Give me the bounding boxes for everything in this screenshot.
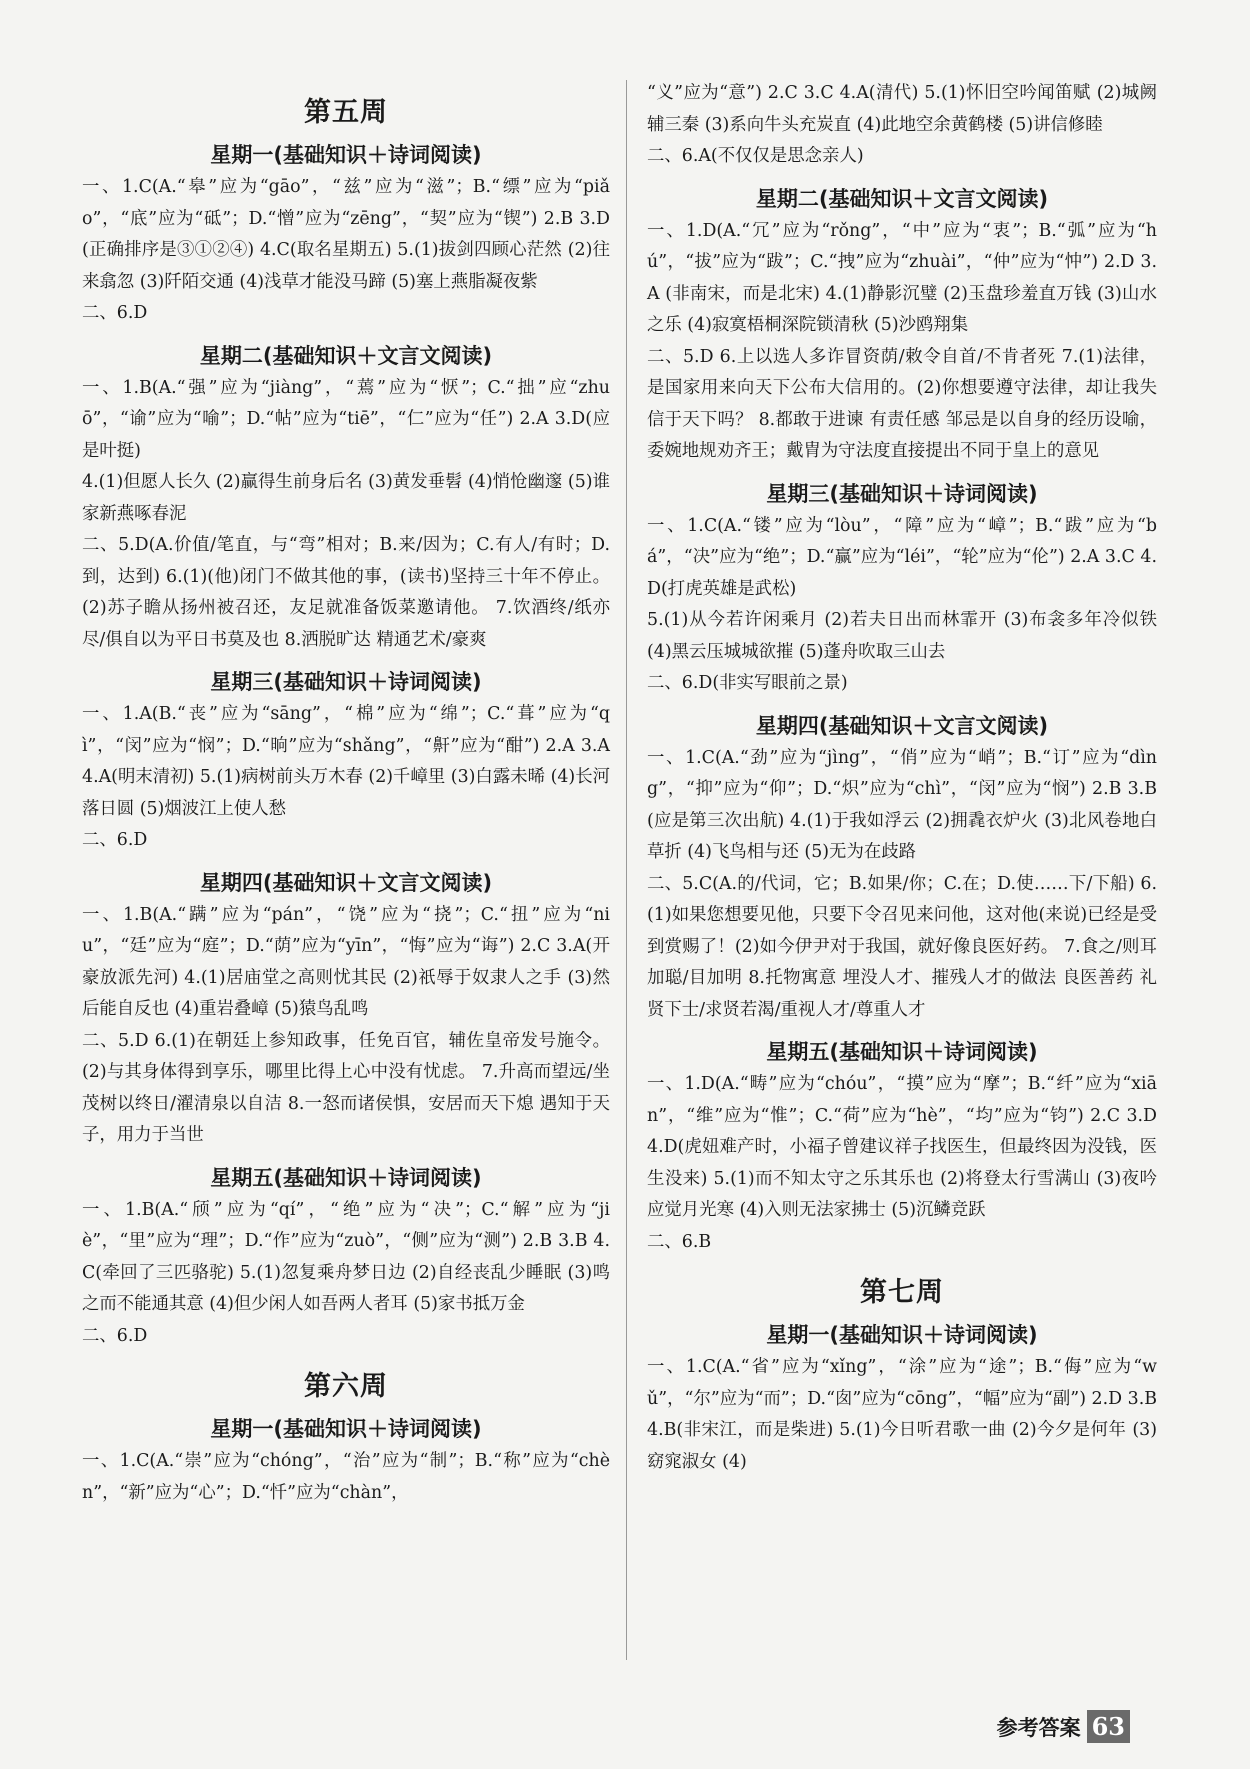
week6-monday-part1: 一、1.C(A.“崇”应为“chóng”，“治”应为“制”；B.“称”应为“chèn”，“新”应为“心”；D.“忏”应为“chàn”， (82, 1451, 610, 1503)
week5-tuesday-part1: 一、1.B(A.“强”应为“jiàng”，“蔫”应为“恹”；C.“拙”应“zhuō”，“谕”应为“喻”；D.“帖”应为“tiē”，“仁”应为“任”) 2.A 3.D(应是叶挺) (82, 377, 610, 461)
week6-thursday-title: 星期四(基础知识＋文言文阅读) (755, 713, 1049, 738)
week5-thursday-part1: 一、1.B(A.“蹒”应为“pán”，“饶”应为“挠”；C.“扭”应为“niu”，“廷”应为“庭”；D.“荫”应为“yīn”，“悔”应为“诲”) 2.C 3.A(开豪放派先河) 4.(1)居庙堂之高则忧其民 (2)祇辱于奴隶人之手 (3)然后能自反也 (4)重岩叠嶂 (5)猿鸟乱鸣 (82, 904, 610, 1019)
footer-label: 参考答案 (996, 1715, 1081, 1740)
week5-wednesday-title: 星期三(基础知识＋诗词阅读) (210, 670, 482, 694)
week6-wednesday-part3: 二、6.D(非实写眼前之景) (647, 673, 848, 693)
week5-thursday-title: 星期四(基础知识＋文言文阅读) (199, 870, 493, 895)
week7-monday-part1: 一、1.C(A.“省”应为“xǐng”，“涂”应为“途”；B.“侮”应为“wǔ”，“尔”应为“而”；D.“囱”应为“cōng”，“幅”应为“副”) 2.D 3.B 4.B(非宋江，而是柴进) 5.(1)今日听君歌一曲 (2)今夕是何年 (3)窈窕淑女 (4) (647, 1357, 1157, 1472)
week5-thursday-part2: 二、5.D 6.(1)在朝廷上参知政事，任免百官，辅佐皇帝发号施令。 (2)与其身体得到享乐，哪里比得上心中没有忧虑。 7.升高而望远/坐茂树以终日/濯清泉以自洁 8.一怒而诸侯惧，安居而天下熄 遇知于天子，用力于当世 (82, 1030, 610, 1145)
week5-tuesday-part3: 二、5.D(A.价值/笔直，与“弯”相对；B.来/因为；C.有人/有时；D.到，达到) 6.(1)(他)闭门不做其他的事，(读书)坚持三十年不停止。(2)苏子瞻从扬州被召还，友足就准备饭菜邀请他。 7.饮酒终/纸亦尽/俱自以为平日书莫及也 8.洒脱旷达 精通艺术/豪爽 (82, 535, 610, 650)
week5-tuesday-part2: 4.(1)但愿人长久 (2)赢得生前身后名 (3)黄发垂髫 (4)悄怆幽邃 (5)谁家新燕啄春泥 (82, 472, 610, 524)
week5-monday-title: 星期一(基础知识＋诗词阅读) (210, 143, 482, 167)
week7-title: 第七周 (860, 1277, 944, 1308)
week6-wednesday-part1: 一、1.C(A.“镂”应为“lòu”，“障”应为“嶂”；B.“跋”应为“bá”，“决”应为“绝”；D.“赢”应为“léi”，“轮”应为“伦”) 2.A 3.C 4.D(打虎英雄是武松) (647, 515, 1157, 599)
week6-friday-part2: 二、6.B (647, 1231, 712, 1252)
week6-tuesday-part2: 二、5.D 6.上以选人多诈冒资荫/敕令自首/不肯者死 7.(1)法律，是国家用来向天下公布大信用的。(2)你想要遵守法律，却让我失信于天下吗？ 8.都敢于进谏 有责任感 邹忌是以自身的经历设喻，委婉地规劝齐王；戴胄为守法度直接提出不同于皇上的意见 (647, 346, 1157, 461)
week5-friday-part2: 二、6.D (82, 1325, 148, 1346)
week6-tuesday-part1: 一、1.D(A.“冗”应为“rǒng”，“中”应为“衷”；B.“弧”应为“hú”，“拔”应为“跋”；C.“拽”应为“zhuài”，“仲”应为“忡”) 2.D 3.A (非南宋，而是北宋) 4.(1)静影沉璧 (2)玉盘珍羞直万钱 (3)山水之乐 (4)寂寞梧桐深院锁清秋 (5)沙鸥翔集 (647, 220, 1157, 335)
week6-friday-part1: 一、1.D(A.“畴”应为“chóu”，“摸”应为“摩”；B.“纤”应为“xiān”，“维”应为“惟”；C.“荷”应为“hè”，“均”应为“钧”) 2.C 3.D 4.D(虎妞难产时，小福子曾建议祥子找医生，但最终因为没钱，医生没来) 5.(1)而不知太守之乐其乐也 (2)将登太行雪满山 (3)夜吟应觉月光寒 (4)入则无法家拂士 (5)沉鳞竞跃 (647, 1074, 1157, 1220)
week6-monday-title: 星期一(基础知识＋诗词阅读) (210, 1417, 482, 1441)
week5-tuesday-title: 星期二(基础知识＋文言文阅读) (199, 343, 493, 368)
week5-monday-part1: 一、1.C(A.“皋”应为“gāo”，“兹”应为“滋”；B.“缥”应为“piǎo”，“底”应为“砥”；D.“憎”应为“zēng”，“契”应为“锲”) 2.B 3.D(正确排序是③①②④) 4.C(取名星期五) 5.(1)拔剑四顾心茫然 (2)往来翕忽 (3)阡陌交通 (4)浅草才能没马蹄 (5)塞上燕脂凝夜紫 (82, 177, 610, 292)
week6-tuesday-title: 星期二(基础知识＋文言文阅读) (755, 186, 1049, 211)
week5-title: 第五周 (304, 97, 388, 128)
week5-wednesday-part1: 一、1.A(B.“丧”应为“sāng”，“棉”应为“绵”；C.“葺”应为“qì”，“闵”应为“悯”；D.“晌”应为“shǎng”，“鼾”应为“酣”) 2.A 3.A 4.A(明末清初) 5.(1)病树前头万木春 (2)千嶂里 (3)白露未晞 (4)长河落日圆 (5)烟波江上使人愁 (82, 704, 610, 819)
week6-monday-continued-part2: 二、6.A(不仅仅是思念亲人) (647, 146, 864, 166)
week5-friday-part1: 一、1.B(A.“颀”应为“qí”，“绝”应为“决”；C.“解”应为“jiè”，“里”应为“理”；D.“作”应为“zuò”，“侧”应为“测”) 2.B 3.B 4.C(牵回了三匹骆驼) 5.(1)忽复乘舟梦日边 (2)自经丧乱少睡眠 (3)鸣之而不能通其意 (4)但少闲人如吾两人者耳 (5)家书抵万金 (82, 1199, 610, 1314)
week6-wednesday-title: 星期三(基础知识＋诗词阅读) (766, 481, 1038, 506)
week6-friday-title: 星期五(基础知识＋诗词阅读) (766, 1040, 1038, 1064)
page-number: 63 (1087, 1710, 1130, 1743)
week6-title: 第六周 (304, 1371, 388, 1402)
week5-wednesday-part2: 二、6.D (82, 830, 148, 850)
week6-thursday-part2: 二、5.C(A.的/代词，它；B.如果/你；C.在；D.使……下/下船) 6.(1)如果您想要见他，只要下令召见来问他，这对他(来说)已经是受到赏赐了！(2)如今伊尹对于我国，就好像良医好药。 7.食之/则耳加聪/目加明 8.托物寓意 埋没人才、摧残人才的做法 良医善药 礼贤下士/求贤若渴/重视人才/尊重人才 (647, 873, 1157, 1020)
week6-monday-continued-part1: “义”应为“意”) 2.C 3.C 4.A(清代) 5.(1)怀旧空吟闻笛赋 (2)城阙辅三秦 (3)系向牛头充炭直 (4)此地空余黄鹤楼 (5)讲信修睦 (647, 83, 1157, 135)
column-divider (626, 80, 627, 1660)
left-column (82, 78, 610, 1509)
week5-friday-title: 星期五(基础知识＋诗词阅读) (210, 1165, 482, 1190)
page-footer (997, 1710, 1130, 1743)
week6-wednesday-part2: 5.(1)从今若许闲乘月 (2)若夫日出而林霏开 (3)布衾多年冷似铁 (4)黑云压城城欲摧 (5)蓬舟吹取三山去 (647, 610, 1157, 662)
right-column (647, 78, 1157, 1478)
week7-monday-title: 星期一(基础知识＋诗词阅读) (766, 1323, 1038, 1347)
week6-thursday-part1: 一、1.C(A.“劲”应为“jìng”，“俏”应为“峭”；B.“订”应为“dìng”，“抑”应为“仰”；D.“炽”应为“chì”，“闵”应为“悯”) 2.B 3.B(应是第三次出航) 4.(1)于我如浮云 (2)拥毳衣炉火 (3)北风卷地白草折 (4)飞鸟相与还 (5)无为在歧路 (647, 747, 1157, 862)
week5-monday-part2: 二、6.D (82, 303, 148, 323)
